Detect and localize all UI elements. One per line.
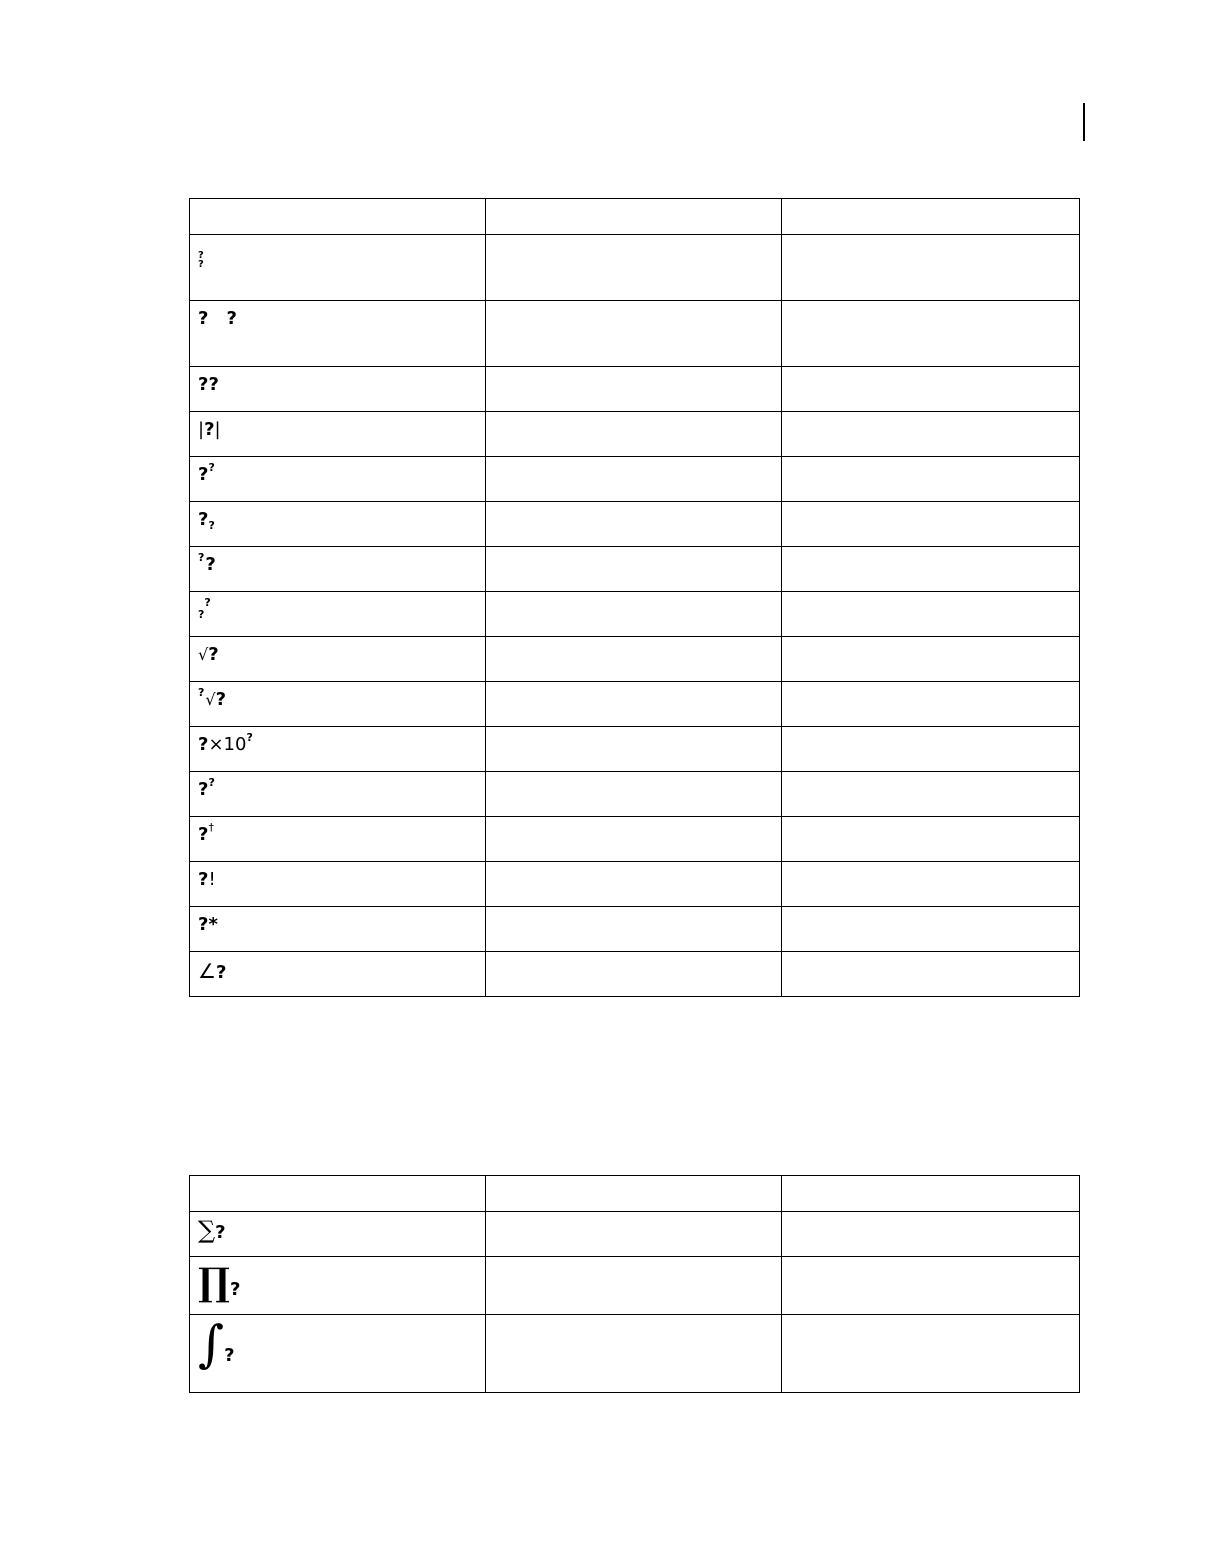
asterisk-mark: * [208,914,218,935]
empty-cell [782,817,1080,862]
table-row [190,547,1080,592]
times-ten: ×10 [208,734,247,755]
symbol-cell [190,412,486,457]
header-cell [190,199,486,235]
symbol-cell [190,235,486,301]
adjacent-placeholders-symbol [198,376,219,394]
empty-cell [486,772,782,817]
table-row [190,952,1080,997]
right-placeholder: ? [226,308,237,329]
table-row [190,592,1080,637]
base-placeholder: ? [198,464,209,485]
base-placeholder: ? [198,509,209,530]
large-operators-table [189,1175,1080,1393]
empty-cell [782,1315,1080,1393]
empty-cell [486,1257,782,1315]
header-rule [1083,103,1085,141]
presuperscript-placeholder: ? [198,551,205,564]
header-cell [782,1176,1080,1212]
empty-cell [486,817,782,862]
empty-cell [782,907,1080,952]
table-row [190,502,1080,547]
product-sign: ∏ [198,1259,230,1304]
empty-cell [782,412,1080,457]
symbol-cell [190,907,486,952]
superscript-placeholder: ? [208,461,215,474]
empty-cell [486,727,782,772]
placeholder: ? [224,1345,235,1366]
table-row [190,772,1080,817]
base-placeholder: ? [198,824,209,845]
table-row [190,1212,1080,1257]
mantissa-placeholder: ? [198,734,209,755]
placeholder: ? [230,1279,241,1300]
placeholder: ? [204,419,215,440]
empty-cell [782,862,1080,907]
power-symbol [198,776,215,800]
sum-sign: ∑ [198,1216,216,1244]
symbol-cell [190,637,486,682]
symbol-cell [190,592,486,637]
empty-cell [782,952,1080,997]
empty-cell [782,235,1080,301]
exponent-placeholder: ? [246,731,253,744]
radicand-placeholder: ? [215,689,227,710]
index-placeholder: ? [198,686,205,699]
table-row [190,1257,1080,1315]
absolute-value-symbol [198,421,221,439]
denominator-placeholder: ? [198,259,204,270]
superscript-symbol [198,461,215,485]
base-placeholder: ? [198,914,209,935]
product-symbol [198,1259,241,1304]
table-row [190,682,1080,727]
symbol-cell [190,817,486,862]
table-row [190,907,1080,952]
bar-left: | [198,419,205,440]
integral-sign: ∫ [198,1315,225,1373]
symbol-cell [190,367,486,412]
dagger-mark: † [208,821,214,834]
base-placeholder: ? [205,554,216,575]
empty-cell [782,367,1080,412]
angle-symbol [198,961,226,982]
left-placeholder: ? [198,374,209,395]
empty-cell [486,412,782,457]
symbol-cell [190,727,486,772]
symbol-cell [190,301,486,367]
subscript-symbol [198,509,215,532]
empty-cell [782,301,1080,367]
table-row [190,457,1080,502]
presubscript-placeholder: ? [198,608,205,621]
table-row [190,235,1080,301]
header-row [190,199,1080,235]
table-row [190,637,1080,682]
empty-cell [486,952,782,997]
symbol-cell [190,1212,486,1257]
symbol-cell [190,952,486,997]
empty-cell [782,547,1080,592]
empty-cell [486,547,782,592]
left-placeholder: ? [198,308,209,329]
table-row [190,412,1080,457]
header-cell [190,1176,486,1212]
empty-cell [782,727,1080,772]
table-row [190,301,1080,367]
symbol-cell [190,682,486,727]
empty-cell [486,502,782,547]
stacked-fraction-symbol [198,244,204,269]
symbol-cell [190,1257,486,1315]
header-row [190,1176,1080,1212]
header-cell [486,1176,782,1212]
symbol-cell [190,772,486,817]
pre-subscript-superscript-symbol [198,596,211,621]
empty-cell [782,1212,1080,1257]
radicand-placeholder: ? [208,644,219,665]
subscript-placeholder: ? [208,519,215,532]
symbol-cell [190,862,486,907]
math-symbols-table [189,198,1080,997]
symbol-cell [190,1315,486,1393]
angle-sign: ∠ [198,959,216,983]
fraction-stack [198,251,204,269]
empty-cell [486,235,782,301]
empty-cell [782,772,1080,817]
two-separated-placeholders-symbol [198,310,237,328]
empty-cell [486,592,782,637]
symbol-cell [190,457,486,502]
empty-cell [782,502,1080,547]
empty-cell [782,592,1080,637]
dagger-symbol [198,821,214,845]
table-row [190,1315,1080,1393]
bar-right: | [214,419,221,440]
base-placeholder: ? [198,869,209,890]
empty-cell [486,682,782,727]
right-placeholder: ? [208,374,219,395]
header-cell [782,199,1080,235]
superscript-placeholder: ? [204,596,211,609]
summation-symbol [198,1218,226,1242]
superscript-placeholder: ? [208,776,215,789]
header-cell [486,199,782,235]
symbol-cell [190,547,486,592]
empty-cell [486,637,782,682]
empty-cell [782,682,1080,727]
scientific-notation-symbol [198,731,253,755]
empty-cell [486,301,782,367]
empty-cell [486,457,782,502]
empty-cell [486,907,782,952]
placeholder: ? [215,962,227,983]
integral-symbol [198,1315,235,1373]
radical-sign: √ [198,645,209,664]
symbol-cell [190,502,486,547]
empty-cell [782,457,1080,502]
factorial-symbol [198,871,216,889]
empty-cell [486,367,782,412]
table-row [190,367,1080,412]
table-row [190,727,1080,772]
factorial-mark: ! [208,869,216,890]
square-root-symbol [198,646,219,664]
conjugate-symbol [198,916,218,934]
base-placeholder: ? [198,779,209,800]
empty-cell [782,1257,1080,1315]
empty-cell [486,862,782,907]
placeholder: ? [215,1222,226,1243]
nth-root-symbol [198,686,227,710]
pre-superscript-symbol [198,551,216,575]
numerator-placeholder: ? [198,250,204,261]
empty-cell [486,1315,782,1393]
empty-cell [782,637,1080,682]
table-row [190,862,1080,907]
table-row [190,817,1080,862]
radical-sign: √ [205,690,216,709]
empty-cell [486,1212,782,1257]
